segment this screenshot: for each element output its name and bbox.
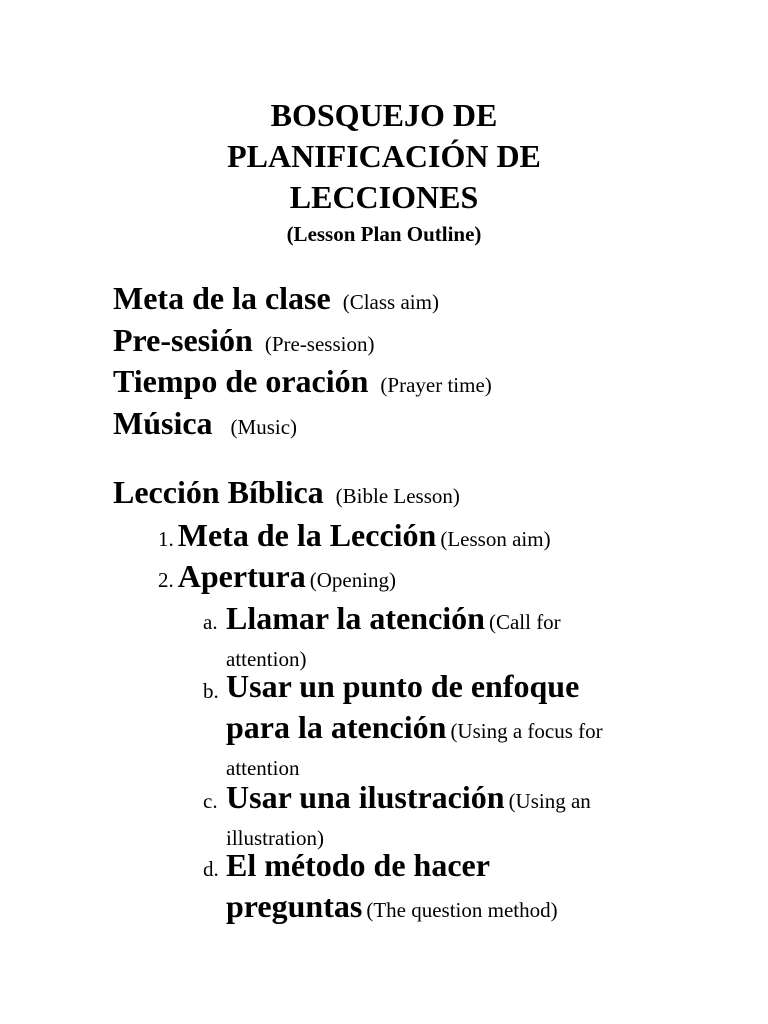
list-marker: 2.: [158, 568, 174, 592]
sub-item-label-es: Usar una ilustración: [226, 779, 505, 815]
section-class-aim: [113, 280, 733, 322]
section-label-en: (Prayer time): [380, 373, 492, 397]
sub-item-label-en-cont: illustration): [226, 826, 324, 850]
section-label-es: Tiempo de oración: [113, 363, 369, 399]
sub-item-label-en-cont: attention): [226, 647, 307, 671]
sub-list-marker: d.: [203, 857, 219, 881]
sub-list-marker: c.: [203, 789, 218, 813]
section-label-es: Música: [113, 404, 213, 441]
sub-item-label-es: Llamar la atención: [226, 600, 485, 636]
section-label-en: (Pre-session): [264, 331, 375, 356]
sub-list-marker: a.: [203, 610, 218, 634]
section-label-es: Meta de la clase: [113, 280, 331, 316]
section-music: [113, 405, 733, 447]
sub-item-question-method: [226, 845, 656, 933]
list-item-label-en: (Opening): [309, 568, 397, 592]
sub-item-label-en-cont: attention: [226, 756, 300, 780]
list-item-lesson-aim: [158, 517, 551, 554]
sub-list-marker: b.: [203, 679, 219, 703]
section-label-en: (Class aim): [342, 290, 439, 314]
sub-item-illustration: [226, 777, 656, 852]
sub-item-label-en: (Using a focus for: [450, 719, 603, 743]
title-line-2: PLANIFICACIÓN DE: [227, 138, 541, 174]
list-item-label-es: Apertura: [177, 558, 306, 594]
section-prayer-time: [113, 363, 733, 405]
list-item-label-en: (Lesson aim): [440, 527, 551, 551]
list-item-label-es: Meta de la Lección: [177, 517, 437, 553]
title-line-1: BOSQUEJO DE: [270, 97, 498, 133]
title-line-3: LECCIONES: [289, 179, 479, 215]
sub-item-label-es-cont: para la atención: [226, 709, 447, 745]
sub-item-label-es-cont: preguntas: [226, 888, 363, 924]
sub-item-label-en: (The question method): [366, 898, 558, 922]
list-item-opening: [158, 558, 396, 595]
section-label-en: (Music): [230, 414, 298, 439]
sub-item-label-en: (Call for: [488, 610, 561, 634]
lesson-sections: [113, 280, 733, 446]
list-marker: 1.: [158, 527, 174, 551]
sub-item-label-en: (Using an: [508, 789, 591, 813]
sub-item-call-attention: [226, 598, 656, 673]
bible-lesson-heading: [113, 474, 733, 511]
bible-lesson-label-en: (Bible Lesson): [335, 484, 460, 508]
sub-item-label-es: Usar un punto de enfoque: [226, 668, 580, 704]
section-label-es: Pre-sesión: [113, 321, 253, 358]
sub-item-focus-attention: [226, 666, 656, 782]
page-subtitle: (Lesson Plan Outline): [286, 222, 482, 246]
section-pre-session: [113, 322, 733, 364]
bible-lesson-label-es: Lección Bíblica: [113, 474, 324, 510]
sub-item-label-es: El método de hacer: [226, 847, 490, 883]
page-title: [0, 95, 768, 218]
